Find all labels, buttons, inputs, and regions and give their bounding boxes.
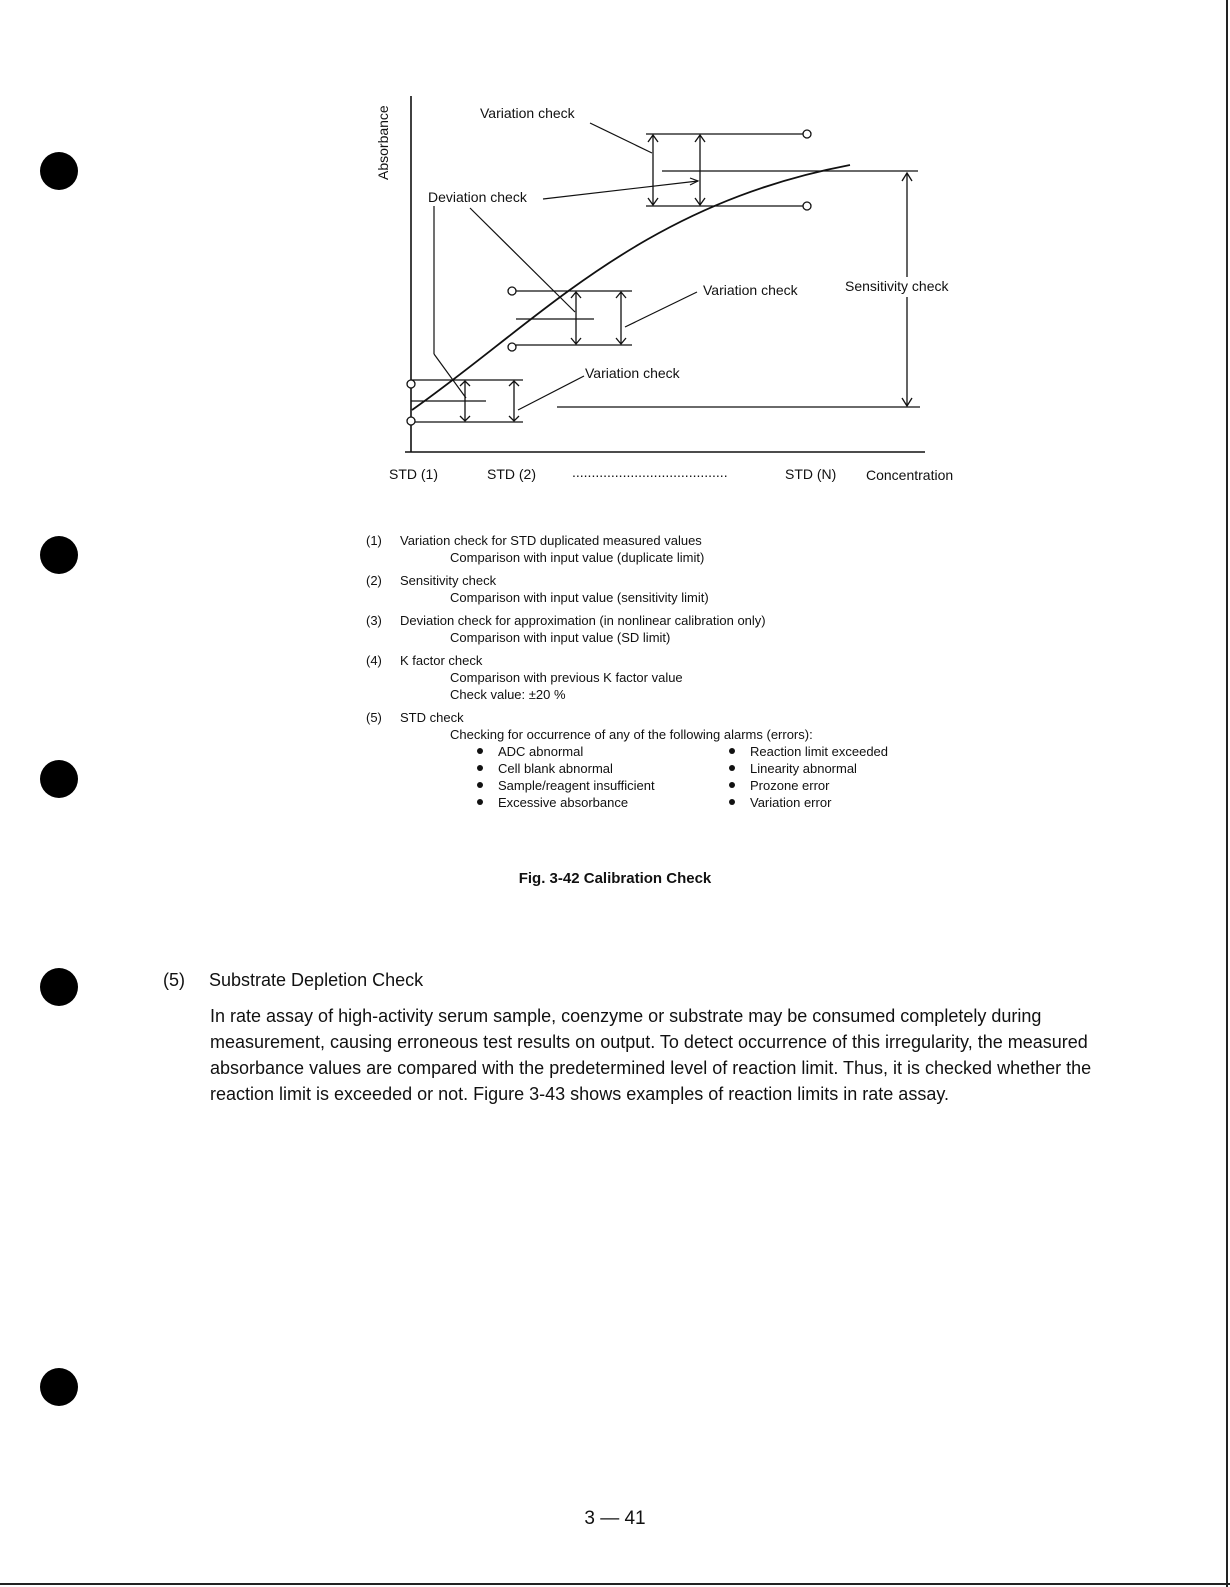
punch-hole xyxy=(40,536,78,574)
alarm-item: Sample/reagent insufficient xyxy=(474,777,726,794)
alarm-list xyxy=(366,743,986,811)
section-number: (5) xyxy=(163,970,185,990)
x-tick-std1: STD (1) xyxy=(389,466,438,482)
legend-title: Variation check for STD duplicated measured values xyxy=(400,533,702,548)
calibration-check-diagram xyxy=(0,0,1230,500)
legend-line: Check value: ±20 % xyxy=(450,687,566,702)
callout-sensitivity-check: Sensitivity check xyxy=(845,278,949,294)
legend-line: Comparison with input value (sensitivity limit) xyxy=(450,590,709,605)
legend-number: (5) xyxy=(366,710,382,725)
punch-hole xyxy=(40,760,78,798)
section-body: In rate assay of high-activity serum sample, coenzyme or substrate may be consumed completely during measurement, causing erroneous test results on output. To detect occurrence of this irregularity, the measured absorbance values are compared with the predetermined level of reaction limit. Thus, it is checked whether the reaction limit is exceeded or not. Figure 3-43 shows examples of reaction limits in rate assay. xyxy=(210,1006,1092,1104)
alarm-item: Excessive absorbance xyxy=(474,794,726,811)
legend-line: Comparison with input value (duplicate limit) xyxy=(450,550,705,565)
alarm-item: Cell blank abnormal xyxy=(474,760,726,777)
legend-title: Deviation check for approximation (in nonlinear calibration only) xyxy=(400,613,766,628)
callout-variation-check-middle: Variation check xyxy=(703,282,798,298)
legend-item xyxy=(366,709,986,811)
callout-variation-check-bottom: Variation check xyxy=(585,365,680,381)
alarm-item: Linearity abnormal xyxy=(726,760,966,777)
legend-item xyxy=(366,652,986,703)
std2-variation-bracket xyxy=(508,287,632,351)
legend-title: Sensitivity check xyxy=(400,573,497,588)
callout-deviation-check: Deviation check xyxy=(428,189,527,205)
legend-line: Checking for occurrence of any of the following alarms (errors): xyxy=(450,727,813,742)
y-axis-label: Absorbance xyxy=(375,105,391,180)
alarm-item: ADC abnormal xyxy=(474,743,726,760)
legend-number: (2) xyxy=(366,573,382,588)
legend-number: (4) xyxy=(366,653,382,668)
punch-hole xyxy=(40,1368,78,1406)
alarm-item: Reaction limit exceeded xyxy=(726,743,966,760)
figure-caption: Fig. 3-42 Calibration Check xyxy=(518,870,712,887)
callout-variation-check-top: Variation check xyxy=(480,105,575,121)
page-number: 3 — 41 xyxy=(584,1508,646,1529)
legend-title: STD check xyxy=(400,710,464,725)
legend-line: Comparison with previous K factor value xyxy=(450,670,683,685)
legend-number: (3) xyxy=(366,613,382,628)
x-tick-std2: STD (2) xyxy=(487,466,536,482)
legend-number: (1) xyxy=(366,533,382,548)
legend-title: K factor check xyxy=(400,653,483,668)
alarm-item: Variation error xyxy=(726,794,966,811)
stdn-variation-bracket xyxy=(646,130,918,210)
x-tick-stdn: STD (N) xyxy=(785,466,837,482)
alarm-item: Prozone error xyxy=(726,777,966,794)
section-heading xyxy=(163,970,423,991)
std1-variation-bracket xyxy=(407,380,523,425)
legend-item xyxy=(366,612,986,646)
punch-hole xyxy=(40,968,78,1006)
x-tick-ellipsis: ........................................ xyxy=(572,464,728,480)
x-axis-label: Concentration xyxy=(866,467,954,483)
section-title: Substrate Depletion Check xyxy=(209,970,424,990)
figure-legend xyxy=(366,532,986,817)
page-border-bottom xyxy=(0,1583,1230,1585)
legend-item xyxy=(366,532,986,566)
legend-line: Comparison with input value (SD limit) xyxy=(450,630,671,645)
legend-item xyxy=(366,572,986,606)
